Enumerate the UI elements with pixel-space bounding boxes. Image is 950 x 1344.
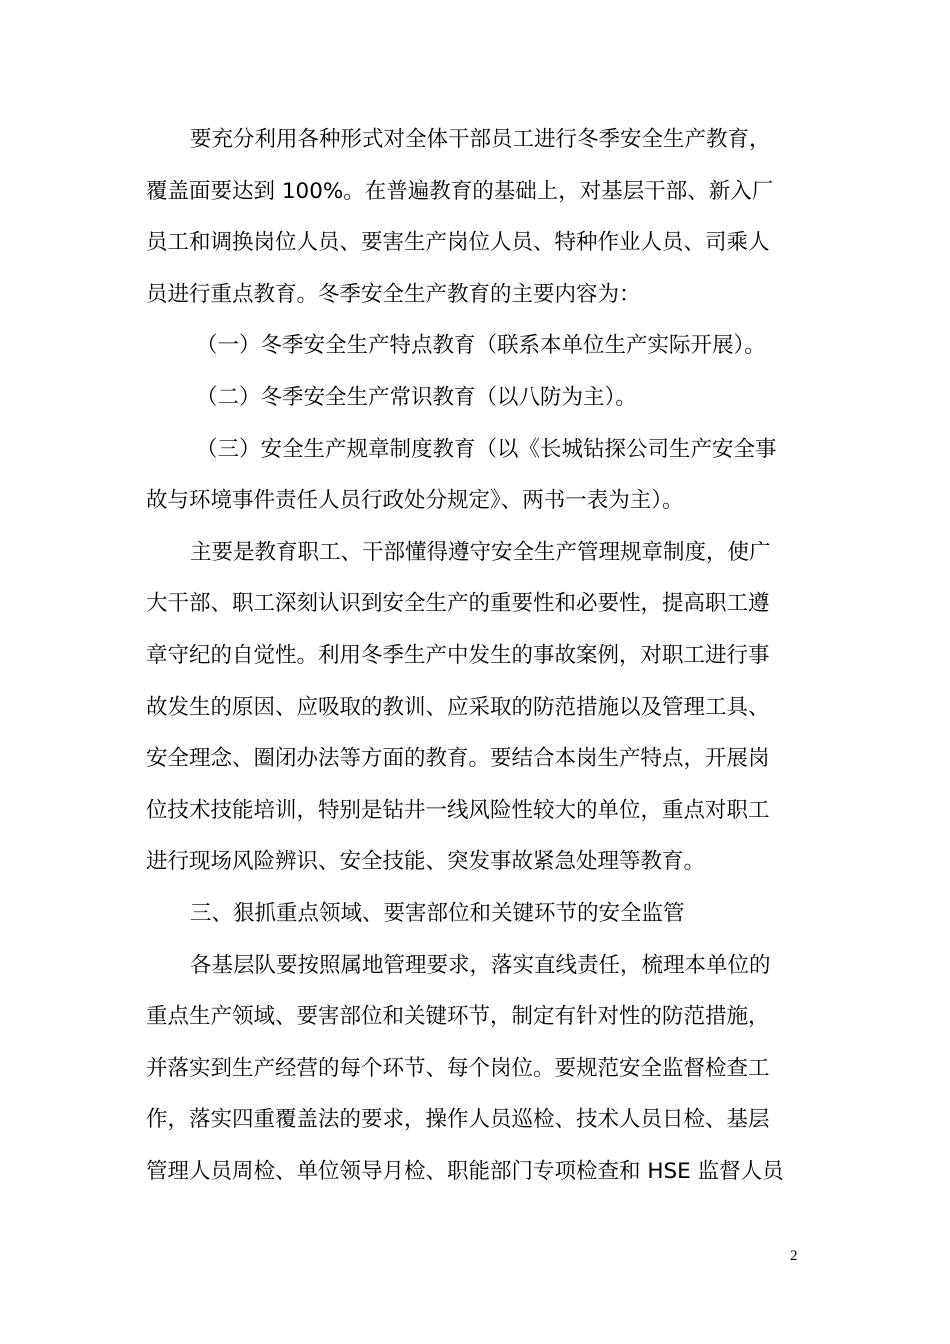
text-line: 管理人员周检、单位领导月检、职能部门专项检查和 HSE 监督人员 xyxy=(146,1158,784,1184)
text-line: 主要是教育职工、干部懂得遵守安全生产管理规章制度，使广 xyxy=(190,539,771,565)
text-line: 覆盖面要达到 100%。在普遍教育的基础上，对基层干部、新入厂 xyxy=(146,178,774,204)
text-line: 故与环境事件责任人员行政处分规定》、两书一表为主）。 xyxy=(146,488,684,514)
section-heading: 三、狠抓重点领域、要害部位和关键环节的安全监管 xyxy=(190,900,685,926)
text-line: 各基层队要按照属地管理要求，落实直线责任，梳理本单位的 xyxy=(190,952,771,978)
text-line: 章守纪的自觉性。利用冬季生产中发生的事故案例，对职工进行事 xyxy=(146,642,770,668)
list-item: （三）安全生产规章制度教育（以《长城钻探公司生产安全事 xyxy=(196,436,777,462)
list-item: （一）冬季安全生产特点教育（联系本单位生产实际开展）。 xyxy=(196,333,766,359)
text-line: 要充分利用各种形式对全体干部员工进行冬季安全生产教育， xyxy=(190,127,771,152)
text-line: 重点生产领域、要害部位和关键环节，制定有针对性的防范措施， xyxy=(146,1004,770,1030)
text-line: 作，落实四重覆盖法的要求，操作人员巡检、技术人员日检、基层 xyxy=(146,1107,770,1133)
text-line: 位技术技能培训，特别是钻井一线风险性较大的单位，重点对职工 xyxy=(146,797,770,823)
text-line: 员进行重点教育。冬季安全生产教育的主要内容为： xyxy=(146,281,641,307)
text-line: 并落实到生产经营的每个环节、每个岗位。要规范安全监督检查工 xyxy=(146,1055,770,1081)
list-item: （二）冬季安全生产常识教育（以八防为主）。 xyxy=(196,384,637,410)
text-line: 安全理念、圈闭办法等方面的教育。要结合本岗生产特点，开展岗 xyxy=(146,746,770,772)
page-number: 2 xyxy=(790,1248,798,1264)
text-line: 故发生的原因、应吸取的教训、应采取的防范措施以及管理工具、 xyxy=(146,694,770,720)
text-line: 员工和调换岗位人员、要害生产岗位人员、特种作业人员、司乘人 xyxy=(146,230,770,256)
document-body xyxy=(146,114,806,1197)
text-line: 进行现场风险辨识、安全技能、突发事故紧急处理等教育。 xyxy=(146,849,706,875)
text-line: 大干部、职工深刻认识到安全生产的重要性和必要性，提高职工遵 xyxy=(146,591,770,617)
